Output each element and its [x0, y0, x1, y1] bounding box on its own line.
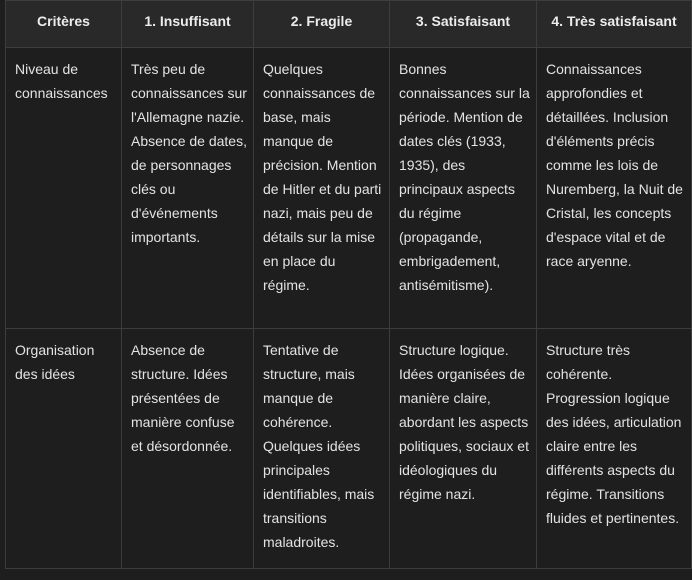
table-cell — [537, 48, 692, 329]
header-level-4: 4. Très satisfaisant — [537, 1, 692, 48]
table-row — [6, 48, 692, 329]
table-cell — [122, 48, 254, 329]
cell-text: Quelques connaissances de base, mais manque de précision. Mention de Hitler et du parti nazi, mais peu de détails sur la mise en place du régime. — [263, 61, 382, 293]
cell-text: Connaissances approfondies et détaillées. Inclusion d'éléments précis comme les lois de Nuremberg, la Nuit de Cristal, les concepts d'espace vital et de race aryenne. — [546, 61, 683, 269]
header-level-1: 1. Insuffisant — [122, 1, 254, 48]
cell-text: Tentative de structure, mais manque de cohérence. Quelques idées principales identifiables, mais transitions maladroites. — [263, 342, 375, 550]
table-row — [6, 329, 692, 569]
criterion-label: Organisation des idées — [15, 342, 95, 382]
cell-text: Très peu de connaissances sur l'Allemagne nazie. Absence de dates, de personnages clés ou d'événements importants. — [131, 61, 247, 245]
cell-text: Bonnes connaissances sur la période. Mention de dates clés (1933, 1935), des principaux aspects du régime (propagande, embrigadement, antisémitisme). — [399, 61, 530, 293]
cell-text: Structure logique. Idées organisées de manière claire, abordant les aspects politiques, sociaux et idéologiques du régime nazi. — [399, 342, 529, 502]
table-cell — [390, 48, 537, 329]
criterion-label: Niveau de connaissances — [15, 61, 108, 101]
table-header — [6, 1, 692, 48]
header-level-2: 2. Fragile — [254, 1, 390, 48]
assessment-rubric-table — [5, 0, 692, 569]
table-cell — [122, 329, 254, 569]
row-criterion — [6, 48, 122, 329]
table-cell — [390, 329, 537, 569]
table-cell — [254, 329, 390, 569]
table-body — [6, 48, 692, 569]
header-level-3: 3. Satisfaisant — [390, 1, 537, 48]
table-cell — [537, 329, 692, 569]
header-row — [6, 1, 692, 48]
cell-text: Absence de structure. Idées présentées de manière confuse et désordonnée. — [131, 342, 235, 454]
header-criteria: Critères — [6, 1, 122, 48]
row-criterion — [6, 329, 122, 569]
cell-text: Structure très cohérente. Progression logique des idées, articulation claire entre les différents aspects du régime. Transitions fluides et pertinentes. — [546, 342, 682, 526]
table-cell — [254, 48, 390, 329]
